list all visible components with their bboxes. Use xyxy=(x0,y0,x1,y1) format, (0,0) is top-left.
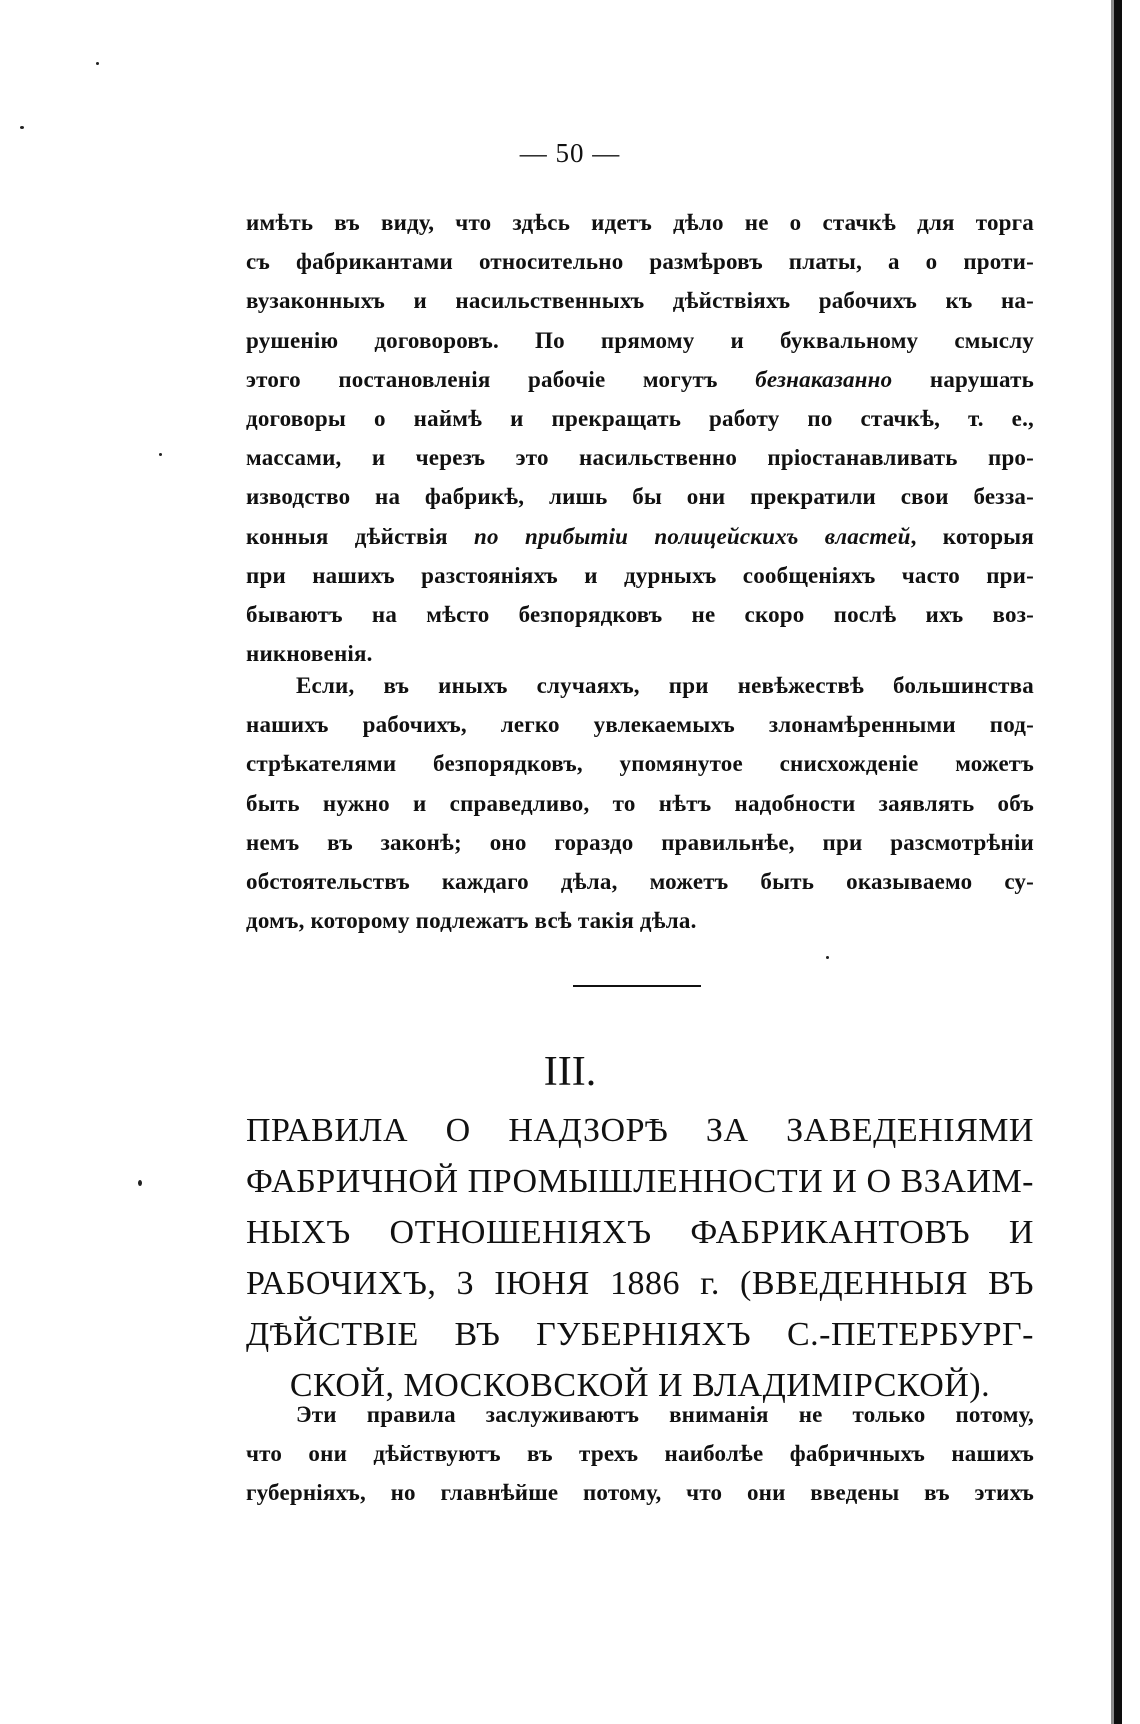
section-title-line: ДѢЙСТВІЕ ВЪ ГУБЕРНІЯХЪ С.-ПЕТЕРБУРГ- xyxy=(246,1316,1034,1353)
text-line: при нашихъ разстояніяхъ и дурныхъ сообщеніяхъ часто при- xyxy=(246,562,1034,588)
text-line: изводство на фабрикѣ, лишь бы они прекратили свои безза- xyxy=(246,484,1034,510)
text-line: никновенія. xyxy=(246,641,373,667)
text-line xyxy=(246,360,1034,399)
text-line: немъ въ законѣ; оно гораздо правильнѣе, при разсмотрѣніи xyxy=(246,829,1034,855)
section-number: III. xyxy=(543,1049,597,1095)
section-title-line: НЫХЪ ОТНОШЕНІЯХЪ ФАБРИКАНТОВЪ И xyxy=(246,1214,1034,1251)
speck xyxy=(138,1180,142,1186)
emphasized-text: по прибытіи полицейскихъ властей xyxy=(474,523,911,549)
paragraph-second xyxy=(246,666,1034,940)
emphasized-text: безнаказанно xyxy=(755,366,893,392)
text-run: , которыя xyxy=(910,523,1034,549)
speck xyxy=(159,453,162,456)
speck xyxy=(826,956,829,959)
section-divider-rule xyxy=(573,985,701,987)
text-line: что они дѣйствуютъ въ трехъ наиболѣе фабричныхъ нашихъ xyxy=(246,1441,1034,1467)
text-run: этого постановленія рабочіе могутъ xyxy=(246,366,756,392)
book-spine-edge xyxy=(1114,0,1122,1724)
text-line: договоры о наймѣ и прекращать работу по стачкѣ, т. е., xyxy=(246,405,1034,431)
text-line: массами, и черезъ это насильственно пріостанавливать про- xyxy=(246,445,1034,471)
page-number: — 50 — xyxy=(519,138,621,168)
text-line: имѣть въ виду, что здѣсь идетъ дѣло не о стачкѣ для торга xyxy=(246,210,1034,235)
section-title-line: СКОЙ, МОСКОВСКОЙ И ВЛАДИМІРСКОЙ). xyxy=(289,1367,991,1404)
text-line: вузаконныхъ и насильственныхъ дѣйствіяхъ рабочихъ къ на- xyxy=(246,288,1034,314)
text-run: конныя дѣйствія xyxy=(246,523,475,549)
speck xyxy=(96,62,99,65)
paragraph-continued xyxy=(246,203,1034,673)
text-line: съ фабрикантами относительно размѣровъ платы, а о проти- xyxy=(246,249,1034,275)
text-line xyxy=(246,517,1034,556)
text-line: губерніяхъ, но главнѣйше потому, что они введены въ этихъ xyxy=(246,1480,1034,1506)
section-title-line: ФАБРИЧНОЙ ПРОМЫШЛЕННОСТИ И О ВЗАИМ- xyxy=(246,1163,1034,1200)
text-line: обстоятельствъ каждаго дѣла, можетъ быть оказываемо су- xyxy=(246,868,1034,894)
text-line: домъ, которому подлежатъ всѣ такія дѣла. xyxy=(246,908,697,934)
paragraph-intro xyxy=(246,1395,1034,1513)
text-line: быть нужно и справедливо, то нѣтъ надобности заявлять объ xyxy=(246,790,1034,816)
section-title-line: ПРАВИЛА О НАДЗОРѢ ЗА ЗАВЕДЕНІЯМИ xyxy=(246,1112,1034,1149)
section-title-line: РАБОЧИХЪ, 3 ІЮНЯ 1886 г. (ВВЕДЕННЫЯ ВЪ xyxy=(246,1265,1034,1302)
text-line: стрѣкателями безпорядковъ, упомянутое снисхожденіе можетъ xyxy=(246,751,1034,777)
text-line: нашихъ рабочихъ, легко увлекаемыхъ злонамѣренными под- xyxy=(246,712,1034,738)
text-line: Если, въ иныхъ случаяхъ, при невѣжествѣ большинства xyxy=(296,673,1034,698)
text-line: Эти правила заслуживаютъ вниманія не только потому, xyxy=(296,1402,1034,1427)
text-line: бываютъ на мѣсто безпорядковъ не скоро послѣ ихъ воз- xyxy=(246,601,1034,627)
text-run: нарушать xyxy=(892,366,1034,392)
speck xyxy=(20,126,24,129)
section-title xyxy=(246,1105,1034,1411)
text-line: рушенію договоровъ. По прямому и буквальному смыслу xyxy=(246,327,1034,353)
